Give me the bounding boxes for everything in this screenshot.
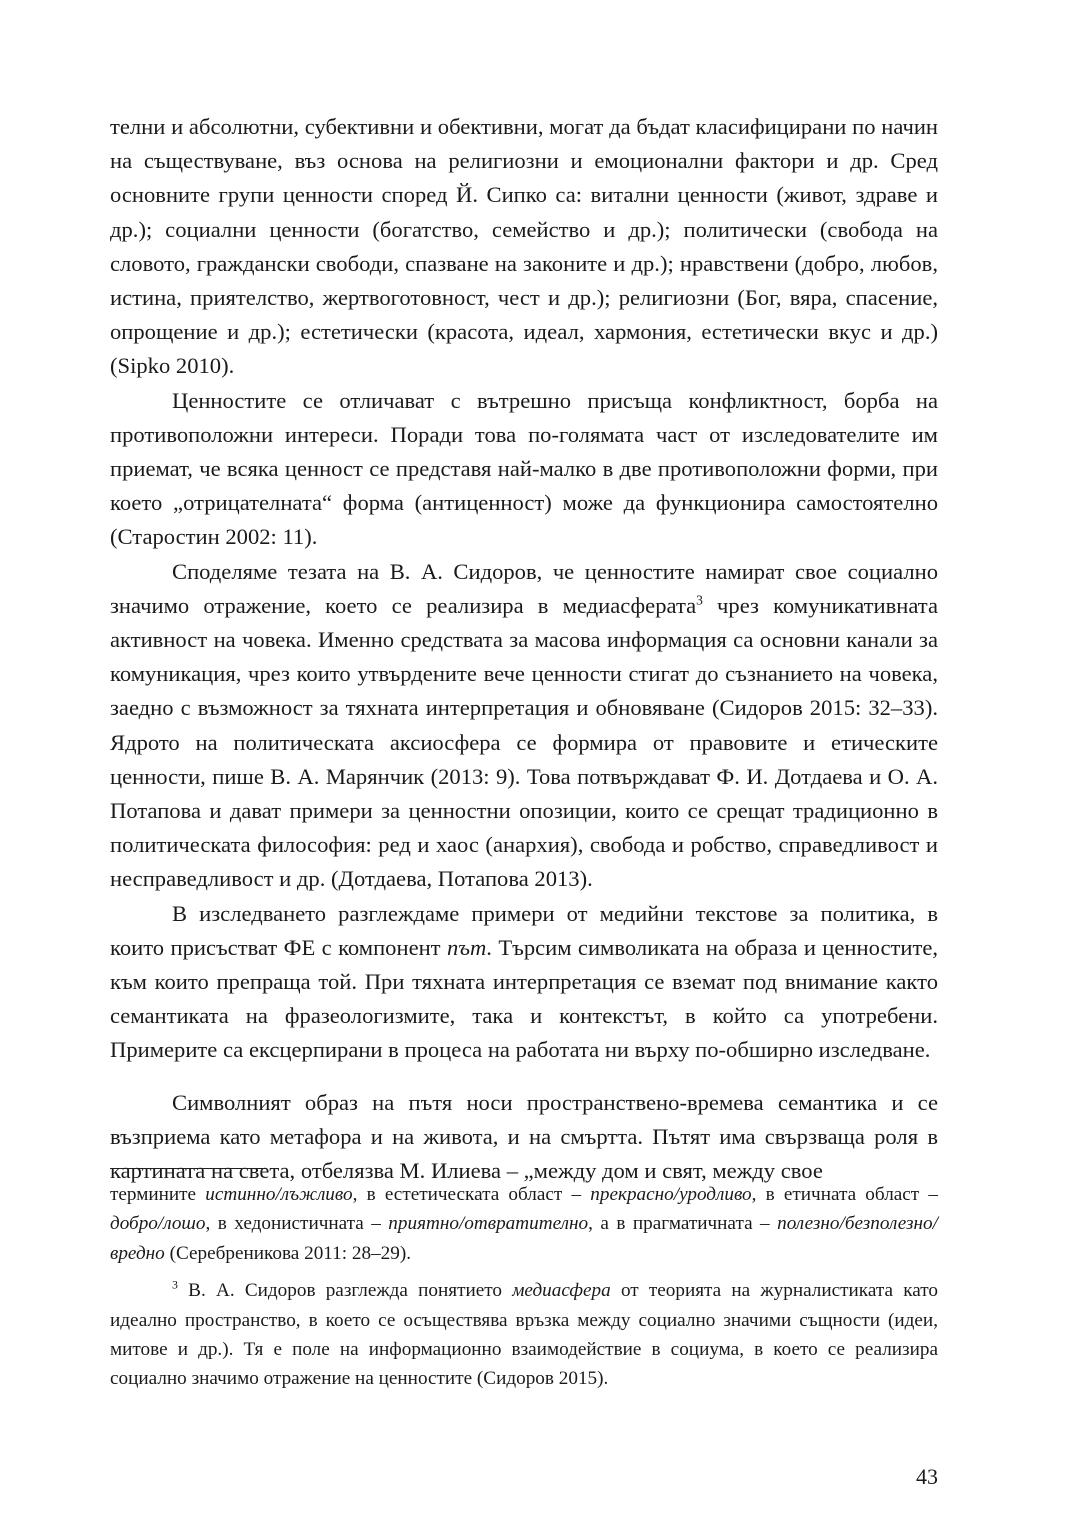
fn2-text-6: (Серебреникова 2011: 28–29). <box>164 1242 412 1264</box>
paragraph-5 <box>110 1086 938 1189</box>
footnote-divider <box>110 1168 266 1169</box>
footnote-2-continued <box>110 1180 938 1268</box>
paragraph-4-italic: път <box>446 934 487 960</box>
page-number: 43 <box>916 1464 938 1489</box>
paragraph-2 <box>110 384 938 555</box>
paragraph-3-text-b: чрез комуникативната активност на човека. Именно средствата за масова информация са основни канали за комуникация, чрез които утвърдените вече ценности стигат до съзнанието на човека, заедно с възможност за тяхната интерпретация и обновяване (Сидоров 2015: 32–33). Ядрото на политическата аксиосфера се формира от правовите и етическите ценности, пише В. А. Марянчик (2013: 9). Това потвърждават Ф. И. Дотдаева и О. А. Потапова и дават примери за ценностни опозиции, които се срещат традиционно в политическата философия: ред и хаос (анархия), свобода и робство, справедливост и несправедливост и др. (Дотдаева, Потапова 2013). <box>110 592 938 892</box>
paragraph-4 <box>110 897 938 1068</box>
fn3-italic-1: медиасфера <box>512 1280 611 1302</box>
paragraph-3 <box>110 555 938 897</box>
fn3-text-1: В. А. Сидоров разглежда понятието <box>177 1280 513 1302</box>
fn3-text-2: от теорията на журналистиката като идеално пространство, в което се осъществява връзка между социално значими същности (идеи, митове и др.). Тя е поле на информационно взаимодействие в социума, в което се реализира социално значимо отражение на ценностите (Сидоров 2015). <box>110 1280 938 1390</box>
paragraph-3-text-a: Споделяме тезата на В. А. Сидоров, че ценностите намират свое социално значимо отражение, което се реализира в медиасферата <box>110 558 938 618</box>
fn2-italic-4: приятно/отвратително <box>388 1213 589 1235</box>
fn2-italic-5: полезно/безполезно/вредно <box>110 1213 938 1264</box>
paragraph-4-text-b: . Търсим символиката на образа и ценностите, към които препраща той. При тяхната интерпретация се вземат под внимание както семантиката на фразеологизмите, така и контекстът, в който са употребени. Примерите са ексцерпирани в процеса на работата ни върху по-обширно изследване. <box>110 934 938 1063</box>
footnote-ref-3: 3 <box>696 592 703 608</box>
paragraph-1-text: телни и абсолютни, субективни и обективни, могат да бъдат класифицирани по начин на съществуване, въз основа на религиозни и емоционални фактори и др. Сред основните групи ценности според Й. Сипко са: витални ценности (живот, здраве и др.); социални ценности (богатство, семейство и др.); политически (свобода на словото, граждански свободи, спазване на законите и др.); нравствени (добро, любов, истина, приятелство, жертвоготовност, чест и др.); религиозни (Бог, вяра, спасение, опрощение и др.); естетически (красота, идеал, хармония, естетически вкус и др.) (Sipko 2010). <box>110 114 938 379</box>
fn2-text-1: термините <box>110 1184 206 1205</box>
fn2-text-2: , в естетическата област – <box>352 1184 591 1205</box>
main-text <box>110 110 938 1188</box>
footnote-3-marker: 3 <box>172 1277 178 1292</box>
fn2-italic-1: истинно/лъжливо <box>205 1184 353 1205</box>
fn2-italic-2: прекрасно/уродливо <box>590 1184 752 1205</box>
paragraph-1 <box>110 110 938 384</box>
fn2-text-5: , а в прагматичната – <box>588 1213 778 1235</box>
paragraph-2-text: Ценностите се отличават с вътрешно присъща конфликтност, борба на противоположни интереси. Поради това по-голямата част от изследователите им приемат, че всяка ценност се представя най-малко в две противоположни форми, при което „отрицателната“ форма (антиценност) може да функционира самостоятелно (Старостин 2002: 11). <box>110 387 938 550</box>
paragraph-4-text-a: В изследването разглеждаме примери от медийни текстове за политика, в които присъстват ФЕ с компонент <box>110 900 938 960</box>
footnote-3 <box>110 1276 938 1394</box>
fn2-text-3: , в етичната област – <box>751 1184 938 1205</box>
fn2-italic-3: добро/лошо <box>110 1213 206 1235</box>
footnotes <box>110 1180 938 1394</box>
paragraph-5-text: Символният образ на пътя носи пространствено-времева семантика и се възприема като метафора и на живота, и на смъртта. Пътят има свързваща роля в картината на света, отбелязва М. Илиева – „между дом и свят, между свое <box>110 1089 938 1184</box>
fn2-text-4: , в хедонистичната – <box>205 1213 389 1235</box>
